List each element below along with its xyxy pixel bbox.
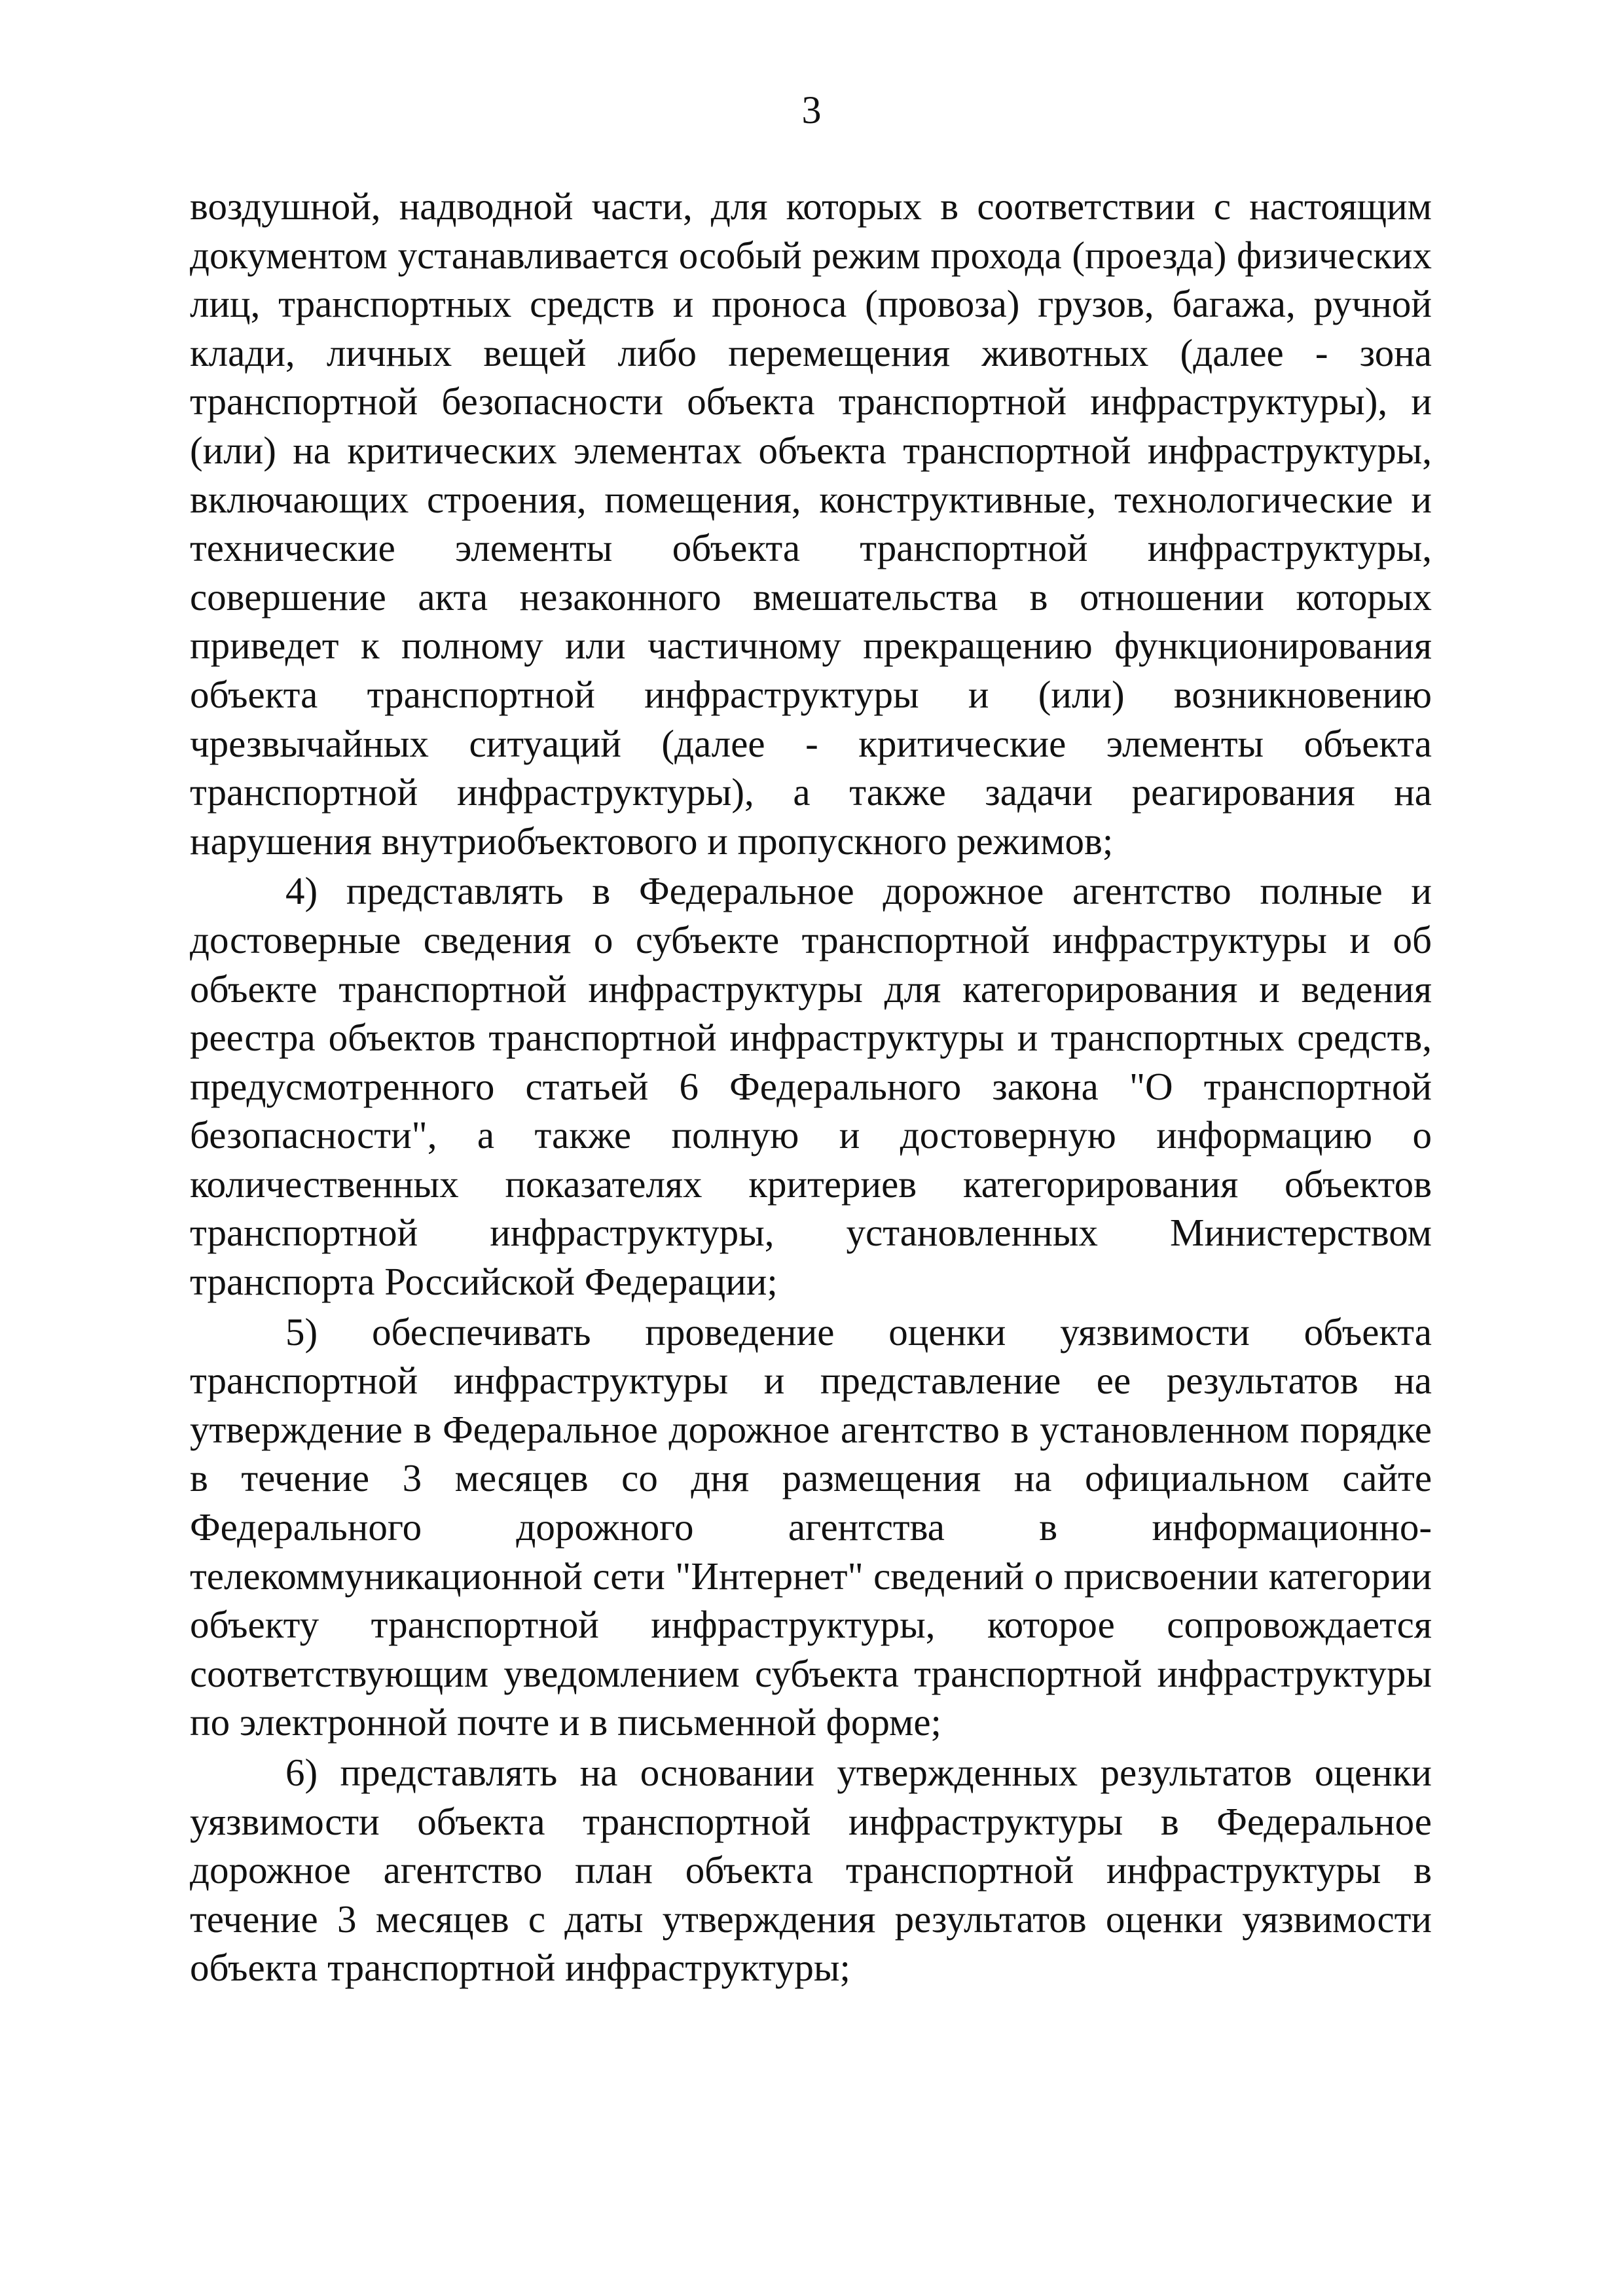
paragraph-item-5: 5) обеспечивать проведение оценки уязвимости объекта транспортной инфраструктуры и представление ее результатов на утверждение в Федеральное дорожное агентство в установленном порядке в течение 3 месяцев со дня размещения на официальном сайте Федерального дорожного агентства в информационно-телекоммуникационной сети "Интернет" сведений о присвоении категории объекту транспортной инфраструктуры, которое сопровождается соответствующим уведомлением субъекта транспортной инфраструктуры по электронной почте и в письменной форме; (190, 1310, 1432, 1744)
document-body (190, 182, 1432, 1992)
page-number: 3 (801, 88, 822, 132)
paragraph-continuation: воздушной, надводной части, для которых в соответствии с настоящим документом устанавливается особый режим прохода (проезда) физических лиц, транспортных средств и проноса (провоза) грузов, багажа, ручной клади, личных вещей либо перемещения животных (далее - зона транспортной безопасности объекта транспортной инфраструктуры), и (или) на критических элементах объекта транспортной инфраструктуры, включающих строения, помещения, конструктивные, технологические и технические элементы объекта транспортной инфраструктуры, совершение акта незаконного вмешательства в отношении которых приведет к полному или частичному прекращению функционирования объекта транспортной инфраструктуры и (или) возникновению чрезвычайных ситуаций (далее - критические элементы объекта транспортной инфраструктуры), а также задачи реагирования на нарушения внутриобъектового и пропускного режимов; (190, 185, 1432, 863)
paragraph-item-6: 6) представлять на основании утвержденных результатов оценки уязвимости объекта транспортной инфраструктуры в Федеральное дорожное агентство план объекта транспортной инфраструктуры в течение 3 месяцев с даты утверждения результатов оценки уязвимости объекта транспортной инфраструктуры; (190, 1751, 1432, 1990)
paragraph-item-4: 4) представлять в Федеральное дорожное агентство полные и достоверные сведения о субъекте транспортной инфраструктуры и об объекте транспортной инфраструктуры для категорирования и ведения реестра объектов транспортной инфраструктуры и транспортных средств, предусмотренного статьей 6 Федерального закона "О транспортной безопасности", а также полную и достоверную информацию о количественных показателях критериев категорирования объектов транспортной инфраструктуры, установленных Министерством транспорта Российской Федерации; (190, 869, 1432, 1304)
